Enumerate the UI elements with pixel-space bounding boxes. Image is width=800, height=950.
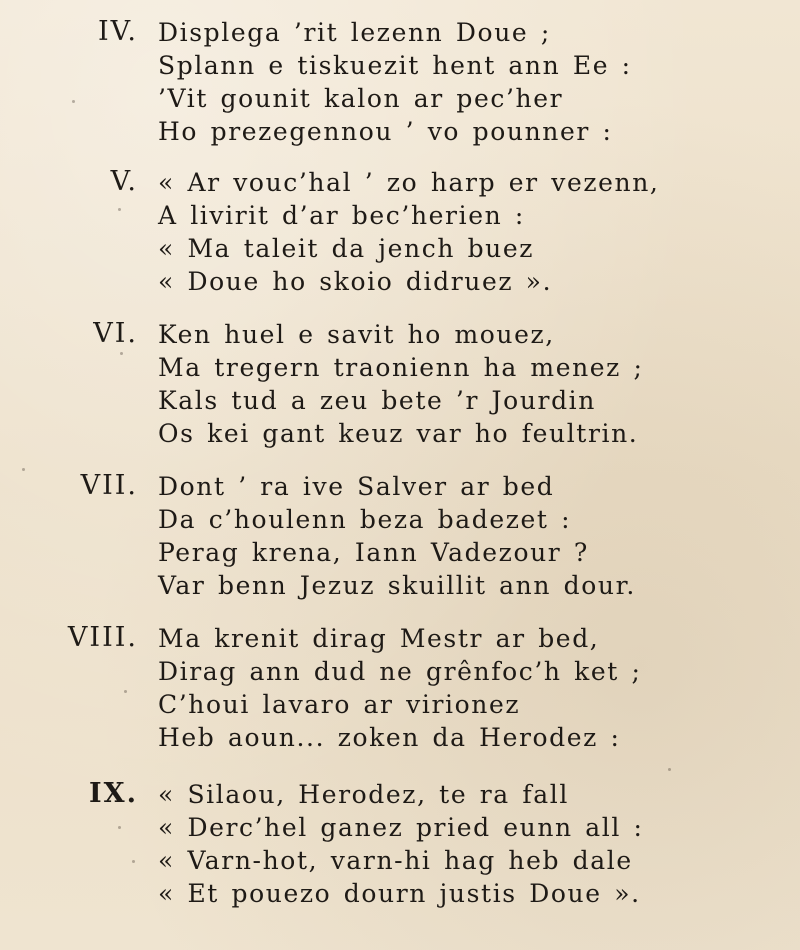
stanza-lines bbox=[158, 622, 778, 754]
stanza-numeral: IV. bbox=[97, 16, 138, 47]
verse-line: C’houi lavaro ar virionez bbox=[158, 690, 521, 719]
verse-line: Ma krenit dirag Mestr ar bed, bbox=[158, 624, 600, 653]
verse-line: Ma tregern traonienn ha menez ; bbox=[158, 353, 644, 382]
verse-line: Os kei gant keuz var ho feultrin. bbox=[158, 419, 639, 448]
verse-line: Dirag ann dud ne grênfoc’h ket ; bbox=[158, 657, 642, 686]
stanza-numeral: VIII. bbox=[67, 622, 138, 653]
verse-line: « Ma taleit da jench buez bbox=[158, 234, 535, 263]
verse-line: A livirit d’ar bec’herien : bbox=[158, 201, 525, 230]
paper-speck bbox=[118, 826, 121, 829]
verse-line: ’Vit gounit kalon ar pec’her bbox=[158, 84, 564, 113]
paper-speck bbox=[120, 352, 123, 355]
verse-line: Ho prezegennou ’ vo pounner : bbox=[158, 117, 613, 146]
stanza-lines bbox=[158, 318, 778, 450]
stanza-lines bbox=[158, 16, 778, 148]
verse-line: Dont ’ ra ive Salver ar bed bbox=[158, 472, 555, 501]
paper-speck bbox=[72, 100, 75, 103]
verse-line: « Silaou, Herodez, te ra fall bbox=[158, 780, 569, 809]
stanza-lines bbox=[158, 778, 778, 910]
verse-line: « Ar vouc’hal ’ zo harp er vezenn, bbox=[158, 168, 660, 197]
verse-line: « Doue ho skoio didruez ». bbox=[158, 267, 553, 296]
paper-speck bbox=[22, 468, 25, 471]
verse-line: Perag krena, Iann Vadezour ? bbox=[158, 538, 589, 567]
stanza-lines bbox=[158, 166, 778, 298]
verse-line: Ken huel e savit ho mouez, bbox=[158, 320, 555, 349]
paper-speck bbox=[118, 208, 121, 211]
stanza-numeral: V. bbox=[110, 166, 138, 197]
paper-speck bbox=[132, 860, 135, 863]
verse-line: Kals tud a zeu bete ’r Jourdin bbox=[158, 386, 596, 415]
verse-line: « Et pouezo dourn justis Doue ». bbox=[158, 879, 641, 908]
stanza-numeral: VI. bbox=[93, 318, 138, 349]
paper-speck bbox=[668, 768, 671, 771]
stanza-numeral: IX. bbox=[89, 778, 138, 809]
stanza-numeral: VII. bbox=[80, 470, 138, 501]
stanza-lines bbox=[158, 470, 778, 602]
verse-line: Var benn Jezuz skuillit ann dour. bbox=[158, 571, 636, 600]
paper-speck bbox=[124, 690, 127, 693]
verse-line: Splann e tiskuezit hent ann Ee : bbox=[158, 51, 632, 80]
verse-line: Heb aoun... zoken da Herodez : bbox=[158, 723, 621, 752]
verse-line: Da c’houlenn beza badezet : bbox=[158, 505, 572, 534]
verse-line: « Varn-hot, varn-hi hag heb dale bbox=[158, 846, 633, 875]
verse-line: Displega ’rit lezenn Doue ; bbox=[158, 18, 551, 47]
verse-line: « Derc’hel ganez pried eunn all : bbox=[158, 813, 644, 842]
